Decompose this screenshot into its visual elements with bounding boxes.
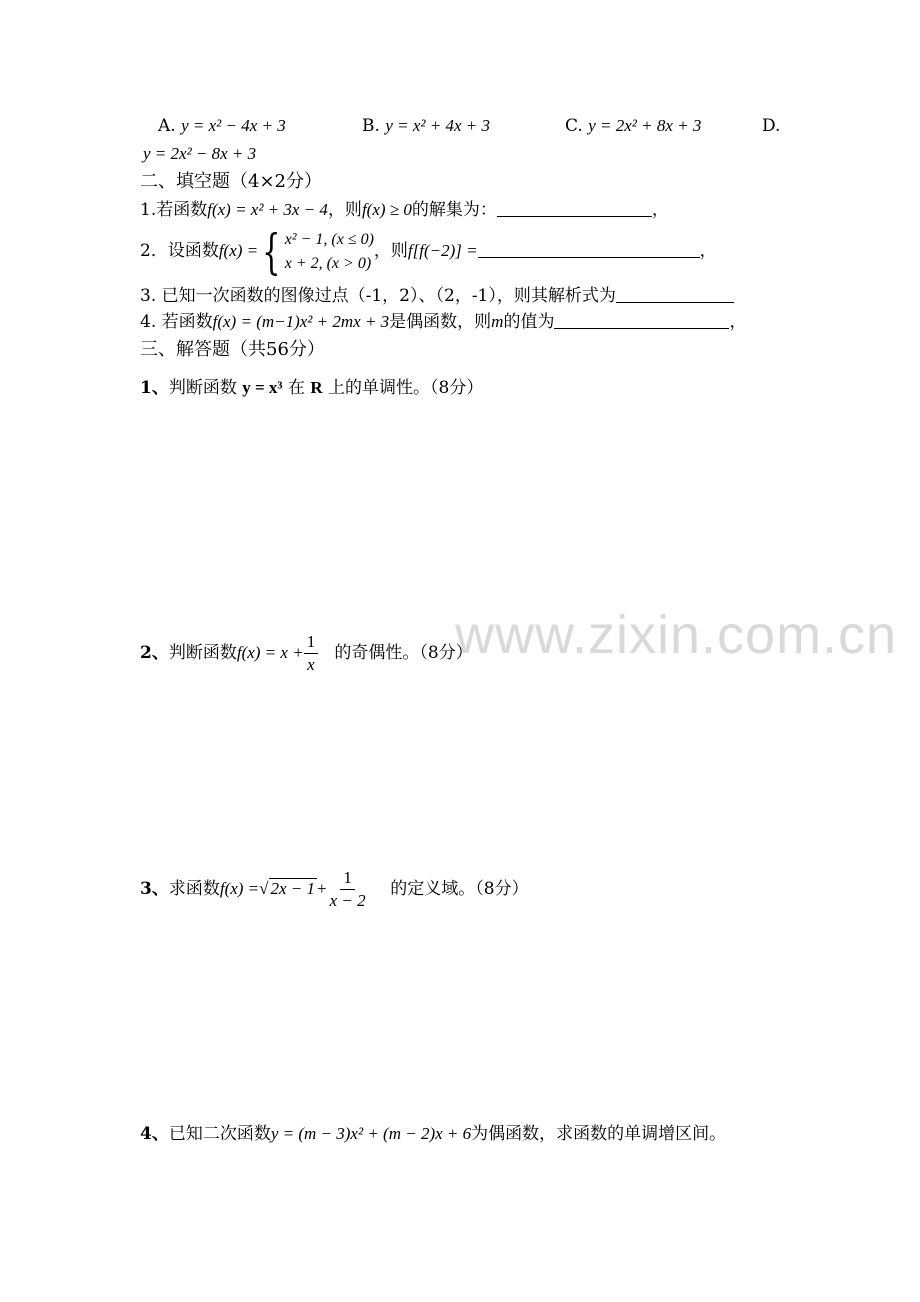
piecewise-function: { x² − 1, (x ≤ 0) x + 2, (x > 0) (262, 223, 374, 280)
section-answer-title: 三、解答题（共56分） (140, 339, 325, 360)
fill-question-3: 3. 已知一次函数的图像过点（-1，2）、（2，-1），则其解析式为 (140, 286, 734, 306)
choice-a: A. y = x² − 4x + 3 (158, 116, 286, 136)
choice-d-label: D. (762, 116, 781, 136)
square-root: √ 2x − 1 (259, 879, 316, 898)
section-fill-blank-title: 二、填空题（4×2分） (140, 171, 322, 192)
choice-c: C. y = 2x² + 8x + 3 (565, 116, 702, 136)
answer-blank-3[interactable] (616, 286, 734, 303)
problem-2: 2、判断函数f(x) = x + $\frac{1}{x}$ 的奇偶性。（8分） (140, 632, 473, 674)
choice-d: y = 2x² − 8x + 3 (143, 144, 257, 163)
problem-1: 1、判断函数 y = x³ 在 R 上的单调性。（8分） (140, 378, 484, 398)
fill-question-1: 1.若函数f(x) = x² + 3x − 4，则f(x) ≥ 0的解集为： ， (140, 200, 669, 220)
fraction: $\frac{1}{x}$ (304, 631, 319, 676)
watermark: www.zixin.com.cn (455, 605, 898, 665)
fraction: $\frac{1}{x - 2}$ (329, 868, 366, 910)
fill-question-2: 2．设函数f(x) = { x² − 1, (x ≤ 0) x + 2, (x > 0) ，则f[f(−2)] = ， (140, 223, 717, 280)
fill-question-4: 4. 若函数f(x) = (m−1)x² + 2mx + 3是偶函数，则m的值为 ， (140, 312, 747, 332)
choice-b: B. y = x² + 4x + 3 (362, 116, 490, 136)
problem-3: 3、求函数f(x) =√ 2x − 1 + $\frac{1}{x - 2}$ 的定义域。（8分） (140, 868, 529, 910)
answer-blank-1[interactable] (497, 200, 652, 217)
answer-blank-2[interactable] (478, 241, 700, 258)
problem-4: 4、已知二次函数y = (m − 3)x² + (m − 2)x + 6为偶函数，求函数的单调增区间。 (140, 1124, 727, 1144)
answer-blank-4[interactable] (554, 312, 729, 329)
